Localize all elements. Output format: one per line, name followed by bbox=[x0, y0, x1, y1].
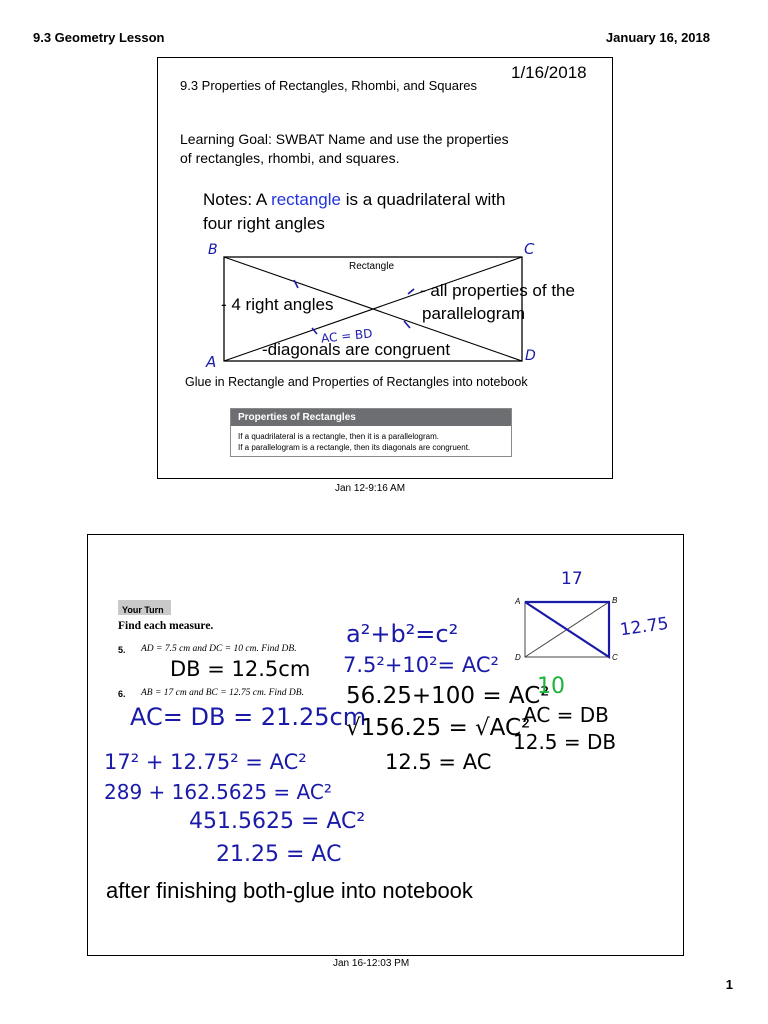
slide-2 bbox=[87, 534, 684, 956]
figure-vertex-a: A bbox=[515, 597, 521, 606]
figure-vertex-d: D bbox=[515, 653, 521, 662]
slide-2-timestamp: Jan 16-12:03 PM bbox=[333, 958, 410, 969]
handwritten-ac-db-answer: AC= DB = 21.25cm bbox=[130, 703, 367, 731]
q6-text: AB = 17 cm and BC = 12.75 cm. Find DB. bbox=[141, 688, 304, 698]
vertex-b-label: B bbox=[208, 242, 218, 258]
vertex-c-label: C bbox=[524, 240, 535, 258]
handwritten-db-answer: DB = 12.5cm bbox=[170, 657, 311, 681]
figure-vertex-b: B bbox=[612, 596, 618, 605]
slide-title: 9.3 Properties of Rectangles, Rhombi, and Squares bbox=[180, 78, 478, 93]
handwritten-2125: 21.25 = AC bbox=[216, 842, 342, 867]
slide-1 bbox=[157, 57, 613, 479]
q5-number: 5. bbox=[118, 645, 126, 655]
handwritten-125-eq-db: 12.5 = DB bbox=[513, 730, 617, 754]
property-parallelogram-2: parallelogram bbox=[422, 304, 525, 323]
properties-box bbox=[230, 408, 512, 457]
properties-box-line-2: If a parallelogram is a rectangle, then its diagonals are congruent. bbox=[238, 443, 471, 452]
notes-keyword: rectangle bbox=[271, 190, 341, 209]
slide-1-timestamp: Jan 12-9:16 AM bbox=[335, 483, 406, 494]
handwritten-square-root: √156.25 = √AC² bbox=[346, 715, 531, 741]
handwritten-ten: 10 bbox=[537, 674, 565, 699]
figure-vertex-c: C bbox=[612, 653, 618, 662]
property-right-angles: - 4 right angles bbox=[221, 295, 334, 314]
page-number: 1 bbox=[725, 977, 733, 992]
handwritten-451: 451.5625 = AC² bbox=[189, 809, 366, 834]
glue-note: Glue in Rectangle and Properties of Rectangles into notebook bbox=[185, 375, 528, 389]
handwritten-side-17: 17 bbox=[561, 569, 583, 589]
page-header-date: January 16, 2018 bbox=[605, 30, 710, 45]
handwritten-17-squared: 17² + 12.75² = AC² bbox=[104, 750, 307, 774]
slide-date: 1/16/2018 bbox=[511, 63, 587, 82]
page-header-title: 9.3 Geometry Lesson bbox=[33, 30, 165, 45]
handwritten-pythagoras: a²+b²=c² bbox=[346, 620, 459, 648]
properties-box-line-1: If a quadrilateral is a rectangle, then it is a parallelogram. bbox=[238, 432, 439, 441]
your-turn-label: Your Turn bbox=[122, 605, 164, 615]
property-parallelogram-1: - all properties of the bbox=[420, 281, 575, 300]
bottom-note: after finishing both-glue into notebook bbox=[106, 878, 473, 903]
handwritten-ac-bd: AC = BD bbox=[320, 326, 374, 346]
vertex-a-label: A bbox=[206, 353, 217, 371]
rectangle-label: Rectangle bbox=[349, 261, 395, 272]
notes-prefix: Notes: A bbox=[203, 190, 267, 209]
handwritten-substitution: 7.5²+10²= AC² bbox=[343, 653, 499, 677]
vertex-d-label: D bbox=[525, 348, 536, 364]
property-diagonals: -diagonals are congruent bbox=[262, 340, 451, 359]
learning-goal-line-1: Learning Goal: SWBAT Name and use the properties bbox=[180, 131, 509, 147]
notes-suffix: is a quadrilateral with bbox=[345, 190, 506, 209]
find-each-heading: Find each measure. bbox=[118, 620, 214, 632]
handwritten-sum: 56.25+100 = AC² bbox=[346, 683, 550, 709]
handwritten-result-125: 12.5 = AC bbox=[385, 750, 492, 774]
properties-box-title: Properties of Rectangles bbox=[231, 409, 511, 426]
q5-text: AD = 7.5 cm and DC = 10 cm. Find DB. bbox=[141, 644, 297, 654]
q6-number: 6. bbox=[118, 689, 126, 699]
handwritten-ac-eq-db: AC = DB bbox=[523, 703, 609, 727]
handwritten-289: 289 + 162.5625 = AC² bbox=[104, 780, 332, 804]
notes-line-2: four right angles bbox=[203, 214, 325, 233]
learning-goal-line-2: of rectangles, rhombi, and squares. bbox=[180, 150, 400, 166]
handwritten-side-1275: 12.75 bbox=[618, 613, 670, 641]
